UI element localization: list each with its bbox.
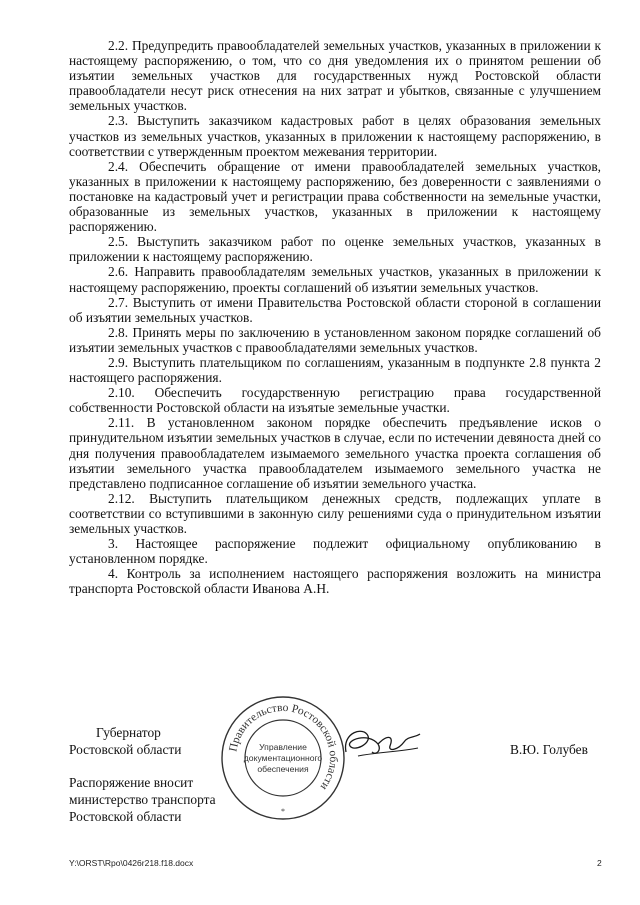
handwritten-signature	[338, 722, 424, 768]
page-number: 2	[597, 858, 602, 868]
paragraph-2-10: 2.10. Обеспечить государственную регистрацию права государственной собственности Ростовской области на изъятые земельные участки.	[69, 385, 601, 416]
svg-text:документационного: документационного	[243, 753, 323, 763]
svg-text:*: *	[281, 807, 285, 816]
document-body	[69, 38, 601, 596]
paragraph-2-4: 2.4. Обеспечить обращение от имени правообладателей земельных участков, указанных в приложении к настоящему распоряжению, без доверенности с заявлениями о постановке на кадастровый учет и регистрации права собственности на земельные участки, образованные из земельных участков, указанных в приложении к настоящему распоряжению.	[69, 158, 601, 235]
paragraph-2-12: 2.12. Выступить плательщиком денежных средств, подлежащих уплате в соответствии со вступившими в законную силу решениями суда о принудительном изъятии земельных участков.	[69, 490, 601, 536]
paragraph-2-9: 2.9. Выступить плательщиком по соглашениям, указанным в подпункте 2.8 пункта 2 настоящего распоряжения.	[69, 354, 601, 386]
paragraph-2-5: 2.5. Выступить заказчиком работ по оценке земельных участков, указанных в приложении к настоящему распоряжению.	[69, 234, 601, 265]
submitted-by-line2: министерство транспорта	[69, 792, 216, 807]
submitted-by-line1: Распоряжение вносит	[69, 775, 194, 790]
file-path-footer: Y:\ORST\Rpo\0426r218.f18.docx	[69, 858, 194, 868]
submitted-by-line3: Ростовской области	[69, 809, 182, 824]
official-seal	[219, 694, 347, 822]
svg-text:Управление: Управление	[259, 742, 307, 752]
paragraph-3: 3. Настоящее распоряжение подлежит официальному опубликованию в установленном порядке.	[69, 536, 601, 567]
paragraph-2-8: 2.8. Принять меры по заключению в установленном законом порядке соглашений об изъятии земельных участков с правообладателями земельных участков.	[69, 324, 601, 355]
paragraph-2-7: 2.7. Выступить от имени Правительства Ростовской области стороной в соглашении об изъятии земельных участков.	[69, 294, 601, 325]
governor-title-line1: Губернатор	[96, 725, 161, 740]
svg-text:Правительство Ростовской облас: Правительство Ростовской области	[227, 701, 340, 793]
governor-title-line2: Ростовской области	[69, 742, 182, 757]
paragraph-2-3: 2.3. Выступить заказчиком кадастровых работ в целях образования земельных участков из земельных участков, указанных в приложении к настоящему распоряжению, в соответствии с утвержденным проектом межевания территории.	[69, 113, 601, 159]
paragraph-2-6: 2.6. Направить правообладателям земельных участков, указанных в приложении к настоящему распоряжению, проекты соглашений об изъятии земельных участков.	[69, 264, 601, 295]
paragraph-4: 4. Контроль за исполнением настоящего распоряжения возложить на министра транспорта Ростовской области Иванова А.Н.	[69, 566, 601, 597]
paragraph-2-2: 2.2. Предупредить правообладателей земельных участков, указанных в приложении к настоящему распоряжению, о том, что со дня уведомления их о принятом решении об изъятии земельных участков для государственных нужд Ростовской области правообладатели несут риск отнесения на них затрат и убытков, связанные с улучшением земельных участков.	[69, 38, 601, 114]
paragraph-2-11: 2.11. В установленном законом порядке обеспечить предъявление исков о принудительном изъятии земельных участков в случае, если по истечении девяноста дней со дня получения правообладателем изымаемого земельного участка проекта соглашения об изъятии земельного участка правообладателем изымаемого земельного участка не представлено подписанное соглашение об изъятии земельного участка.	[69, 415, 601, 491]
svg-text:обеспечения: обеспечения	[257, 764, 309, 774]
governor-name: В.Ю. Голубев	[510, 742, 588, 757]
